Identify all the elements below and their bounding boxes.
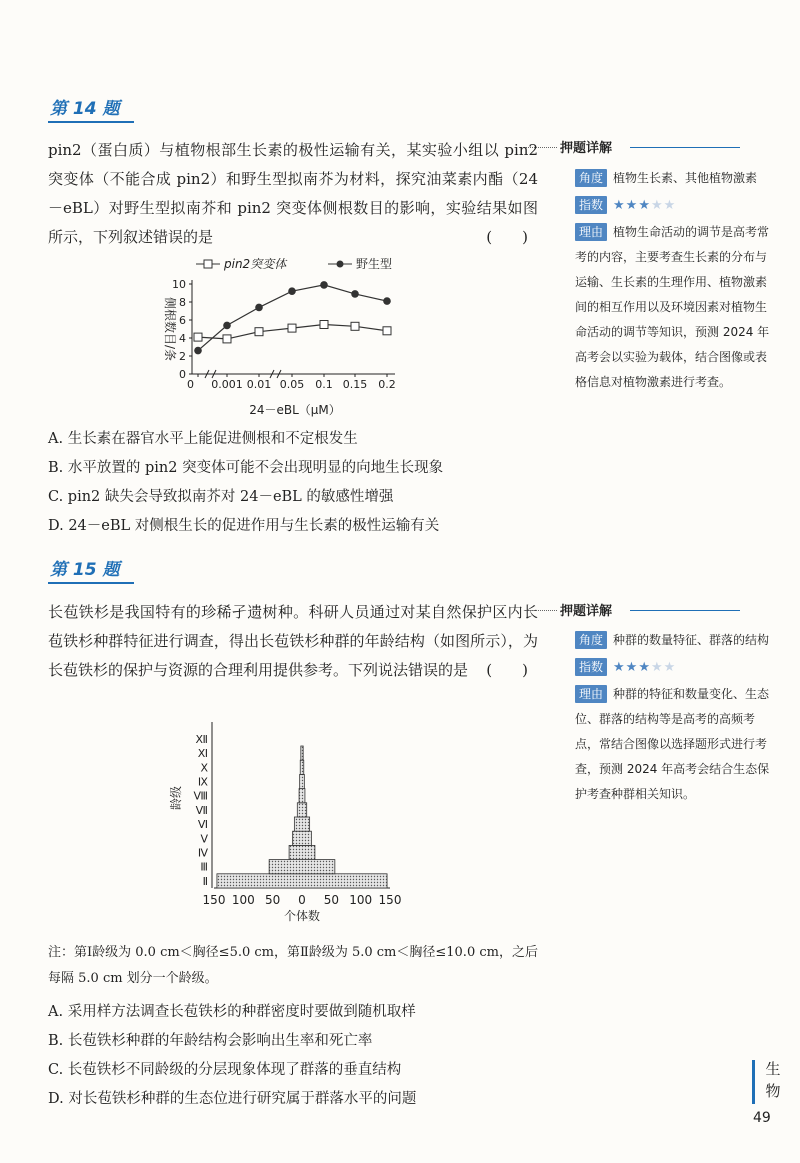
x-tick-label: 100 bbox=[231, 893, 255, 907]
data-point-wild bbox=[255, 304, 263, 312]
q14-answer-paren: ( ) bbox=[486, 228, 528, 246]
y-tick-label: 2 bbox=[179, 350, 186, 363]
reason-tag: 理由 bbox=[575, 685, 607, 703]
age-class-label: Ⅵ bbox=[197, 818, 208, 832]
rating-stars: ★★★★★ bbox=[613, 198, 677, 213]
y-axis-label: 侧根数目/条 bbox=[163, 296, 177, 362]
side14-reason: 理由 植物生命活动的调节是高考常考的内容，主要考查生长素的分布与运输、生长素的生理作用、植物激素间的相互作用以及环境因素对植物生命活动的调节等知识，预测 2024 年高考会以实验为载体，结合图像或表格信息对植物激素进行考查。 bbox=[575, 225, 770, 389]
data-point-wild bbox=[351, 290, 359, 298]
q15-heading: 第 15 题 bbox=[48, 556, 134, 584]
data-point-mutant bbox=[223, 335, 231, 343]
q14-options bbox=[48, 425, 548, 541]
x-tick-label: 0.05 bbox=[279, 378, 305, 391]
q14-option-c[interactable]: C. pin2 缺失会导致拟南芥对 24－eBL 的敏感性增强 bbox=[48, 489, 394, 505]
legend-marker-circle bbox=[337, 261, 344, 268]
pyramid-bar bbox=[301, 746, 303, 760]
page-number: 49 bbox=[753, 1110, 771, 1126]
q15-stem bbox=[48, 598, 538, 685]
data-point-wild bbox=[383, 297, 391, 305]
x-tick-label: 150 bbox=[378, 893, 402, 907]
pyramid-bar bbox=[300, 760, 304, 774]
q15-chart-axes bbox=[168, 722, 401, 923]
q14-line-chart bbox=[150, 252, 410, 424]
pyramid-bar bbox=[269, 860, 335, 874]
index-tag: 指数 bbox=[575, 658, 607, 676]
x-axis-label: 24－eBL（μM） bbox=[249, 403, 341, 417]
reason-tag: 理由 bbox=[575, 223, 607, 241]
data-point-wild bbox=[194, 347, 202, 355]
age-class-label: Ⅹ bbox=[200, 761, 208, 775]
x-tick-label: 0.2 bbox=[378, 378, 396, 391]
x-tick-label: 0.1 bbox=[315, 378, 333, 391]
rating-stars: ★★★★★ bbox=[613, 660, 677, 675]
age-class-label: Ⅴ bbox=[200, 832, 208, 846]
data-point-wild bbox=[320, 281, 328, 289]
side14-angle: 角度 植物生长素、其他植物激素 bbox=[575, 166, 775, 191]
q15-option-a[interactable]: A. 采用样方法调查长苞铁杉的种群密度时要做到随机取样 bbox=[48, 1004, 416, 1020]
age-class-label: Ⅻ bbox=[195, 732, 208, 746]
q14-stem-text: pin2（蛋白质）与植物根部生长素的极性运输有关，某实验小组以 pin2 突变体（不能合成 pin2）和野生型拟南芥为材料，探究油菜素内酯（24－eBL）对野生型拟南芥和 pin2 突变体侧根数目的影响，实验结果如图所示，下列叙述错误的是 bbox=[48, 141, 538, 246]
data-point-mutant bbox=[255, 328, 263, 336]
q15-option-b[interactable]: B. 长苞铁杉种群的年龄结构会影响出生率和死亡率 bbox=[48, 1033, 373, 1049]
side15-reason: 理由 种群的特征和数量变化、生态位、群落的结构等是高考的高频考点，常结合图像以选择题形式进行考查，预测 2024 年高考会结合生态保护考查种群相关知识。 bbox=[575, 687, 770, 801]
x-tick-label: 0.001 bbox=[211, 378, 243, 391]
legend-marker-square bbox=[204, 260, 212, 268]
side15-panel bbox=[575, 628, 775, 807]
angle-tag: 角度 bbox=[575, 169, 607, 187]
data-point-mutant bbox=[320, 321, 328, 329]
age-class-label: Ⅳ bbox=[197, 846, 208, 860]
q14-stem bbox=[48, 136, 538, 252]
pyramid-bar bbox=[297, 803, 306, 817]
age-class-label: Ⅲ bbox=[200, 860, 208, 874]
data-point-wild bbox=[288, 287, 296, 295]
x-axis-label: 个体数 bbox=[283, 909, 321, 923]
data-point-mutant bbox=[288, 324, 296, 332]
x-tick-label: 0.01 bbox=[246, 378, 272, 391]
age-class-label: Ⅱ bbox=[202, 874, 208, 888]
age-class-label: Ⅸ bbox=[197, 775, 208, 789]
q15-note: 注：第Ⅰ龄级为 0.0 cm＜胸径≤5.0 cm，第Ⅱ龄级为 5.0 cm＜胸径≤10.0 cm，之后 每隔 5.0 cm 划分一个龄级。 bbox=[48, 945, 538, 986]
age-class-label: Ⅺ bbox=[197, 747, 208, 761]
y-axis-label: 龄级 bbox=[169, 785, 183, 811]
chart-legend bbox=[196, 256, 392, 271]
q14-heading: 第 14 题 bbox=[48, 95, 134, 123]
x-tick-label: 0 bbox=[298, 893, 306, 907]
pyramid-bar bbox=[217, 874, 387, 888]
subject-label: 生物 bbox=[750, 1058, 790, 1102]
data-point-wild bbox=[223, 322, 231, 330]
side15-title: 押题详解 bbox=[525, 600, 740, 620]
x-tick-label: 0 bbox=[187, 378, 194, 391]
pyramid-bar bbox=[300, 774, 305, 788]
pyramid-bar bbox=[293, 831, 312, 845]
x-tick-label: 150 bbox=[202, 893, 226, 907]
x-tick-label: 100 bbox=[349, 893, 373, 907]
y-tick-label: 10 bbox=[172, 278, 186, 291]
q14-option-a[interactable]: A. 生长素在器官水平上能促进侧根和不定根发生 bbox=[48, 431, 358, 447]
angle-tag: 角度 bbox=[575, 631, 607, 649]
q15-stem-text: 长苞铁杉是我国特有的珍稀孑遗树种。科研人员通过对某自然保护区内长苞铁杉种群特征进行调查，得出长苞铁杉种群的年龄结构（如图所示），为长苞铁杉的保护与资源的合理利用提供参考。下列说法错误的是 bbox=[48, 603, 538, 679]
y-tick-label: 6 bbox=[179, 314, 186, 327]
side14-title: 押题详解 bbox=[525, 137, 740, 157]
q14-option-d[interactable]: D. 24－eBL 对侧根生长的促进作用与生长素的极性运输有关 bbox=[48, 518, 440, 534]
x-tick-label: 0.15 bbox=[342, 378, 368, 391]
index-tag: 指数 bbox=[575, 196, 607, 214]
y-tick-label: 0 bbox=[179, 368, 186, 381]
y-tick-label: 4 bbox=[179, 332, 186, 345]
age-class-label: Ⅷ bbox=[193, 789, 208, 803]
q15-answer-paren: ( ) bbox=[486, 661, 528, 679]
q15-age-pyramid bbox=[160, 716, 420, 938]
q14-option-b[interactable]: B. 水平放置的 pin2 突变体可能不会出现明显的向地生长现象 bbox=[48, 460, 444, 476]
q15-options bbox=[48, 998, 548, 1114]
q15-option-d[interactable]: D. 对长苞铁杉种群的生态位进行研究属于群落水平的问题 bbox=[48, 1091, 417, 1107]
side14-index bbox=[575, 193, 775, 218]
legend-label-wild: 野生型 bbox=[356, 257, 393, 271]
legend-label-mutant: pin2突变体 bbox=[224, 257, 287, 271]
side15-angle: 角度 种群的数量特征、群落的结构 bbox=[575, 628, 775, 653]
y-tick-label: 8 bbox=[179, 296, 186, 309]
q15-option-c[interactable]: C. 长苞铁杉不同龄级的分层现象体现了群落的垂直结构 bbox=[48, 1062, 402, 1078]
x-tick-label: 50 bbox=[323, 893, 339, 907]
pyramid-bar bbox=[294, 817, 309, 831]
side15-index bbox=[575, 655, 775, 680]
pyramid-bar bbox=[289, 845, 315, 859]
data-point-mutant bbox=[194, 333, 202, 341]
data-point-mutant bbox=[351, 322, 359, 330]
data-point-mutant bbox=[383, 327, 391, 335]
age-class-label: Ⅶ bbox=[195, 803, 208, 817]
pyramid-bar bbox=[299, 789, 305, 803]
side14-panel bbox=[575, 166, 775, 395]
x-tick-label: 50 bbox=[265, 893, 281, 907]
